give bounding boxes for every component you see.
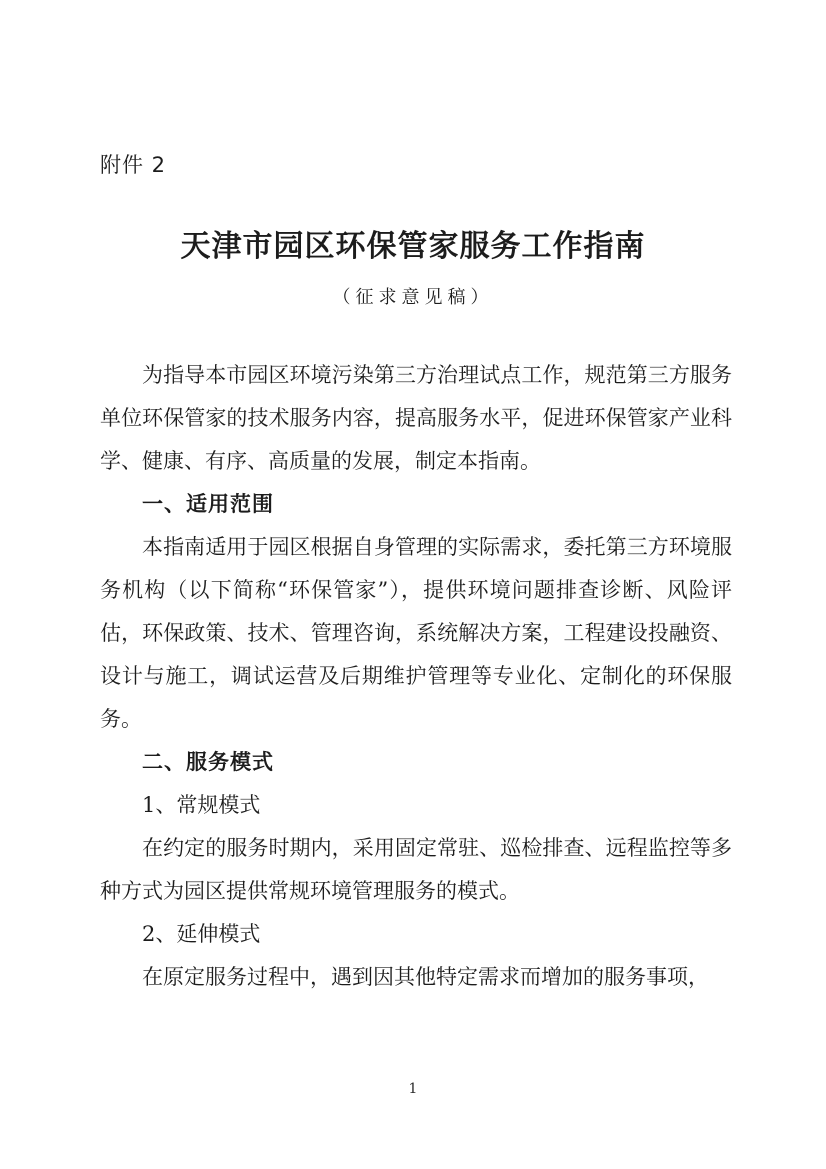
- section-1-heading: 一、适用范围: [142, 492, 274, 516]
- document-title: 天津市园区环保管家服务工作指南: [180, 229, 646, 264]
- subsection-1-body: 在约定的服务时期内，采用固定常驻、巡检排查、远程监控等多种方式为园区提供常规环境管理服务的模式。: [100, 836, 732, 903]
- intro-paragraph: 为指导本市园区环境污染第三方治理试点工作，规范第三方服务单位环保管家的技术服务内容，提高服务水平，促进环保管家产业科学、健康、有序、高质量的发展，制定本指南。: [100, 363, 732, 473]
- attachment-label: 附件 2: [100, 153, 167, 177]
- document-subtitle: （征求意见稿）: [332, 287, 494, 308]
- section-1-body: 本指南适用于园区根据自身管理的实际需求，委托第三方环境服务机构（以下简称“环保管家”），提供环境问题排查诊断、风险评估，环保政策、技术、管理咨询，系统解决方案，工程建设投融资、设计与施工，调试运营及后期维护管理等专业化、定制化的环保服务。: [100, 535, 732, 731]
- subsection-2-heading: 2、延伸模式: [142, 922, 261, 946]
- page-number: 1: [408, 1081, 418, 1097]
- subsection-1-heading: 1、常规模式: [142, 793, 261, 817]
- subsection-2-body: 在原定服务过程中，遇到因其他特定需求而增加的服务事项，: [142, 965, 709, 989]
- document-body: [100, 354, 732, 999]
- section-2-heading: 二、服务模式: [142, 750, 274, 774]
